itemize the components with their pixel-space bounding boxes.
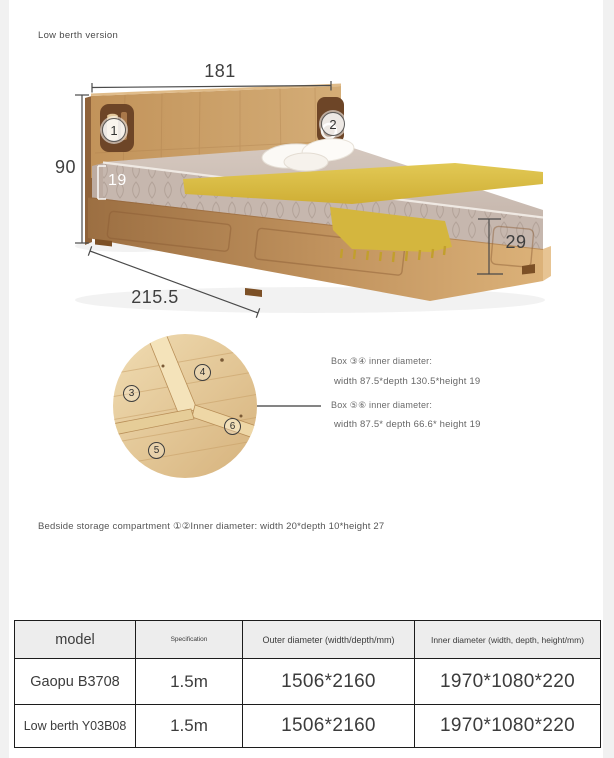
dim-length-label: 215.5	[131, 287, 179, 307]
cell-inner: 1970*1080*220	[415, 705, 601, 748]
page-margin-left	[0, 0, 9, 758]
cell-spec: 1.5m	[136, 705, 243, 748]
cell-model: Gaopu B3708	[15, 659, 136, 705]
marker-4: 4	[194, 364, 211, 381]
cell-outer: 1506*2160	[243, 705, 415, 748]
col-header-outer-diameter: Outer diameter (width/depth/mm)	[243, 621, 415, 659]
marker-1: 1	[102, 118, 126, 142]
col-header-model: model	[15, 621, 136, 659]
col-header-specification: Specification	[136, 621, 243, 659]
cell-outer: 1506*2160	[243, 659, 415, 705]
box56-title: Box ⑤⑥ inner diameter:	[331, 400, 433, 410]
table-header-row	[15, 621, 601, 659]
version-label: Low berth version	[38, 30, 119, 41]
cell-spec: 1.5m	[136, 659, 243, 705]
marker-3: 3	[123, 385, 140, 402]
marker-5: 5	[148, 442, 165, 459]
marker-6: 6	[224, 418, 241, 435]
box34-dims: width 87.5*depth 130.5*height 19	[334, 376, 481, 387]
storage-inset-photo	[105, 334, 265, 479]
page-margin-right	[603, 0, 614, 758]
box34-title: Box ③④ inner diameter:	[331, 356, 433, 366]
spec-table	[14, 620, 601, 748]
col-header-inner-diameter: Inner diameter (width, depth, height/mm)	[415, 621, 601, 659]
dim-height-label: 90	[54, 157, 76, 177]
dim-frame-height-label: 29	[505, 232, 527, 252]
table-row	[15, 659, 601, 705]
box56-dims: width 87.5* depth 66.6* height 19	[334, 419, 481, 430]
marker-2: 2	[321, 112, 345, 136]
dim-mattress-label: 19	[108, 172, 127, 189]
dim-width-label: 181	[204, 61, 236, 81]
cell-inner: 1970*1080*220	[415, 659, 601, 705]
bedside-note: Bedside storage compartment ①②Inner diameter: width 20*depth 10*height 27	[38, 521, 385, 532]
cell-model: Low berth Y03B08	[15, 705, 136, 748]
table-row	[15, 705, 601, 748]
